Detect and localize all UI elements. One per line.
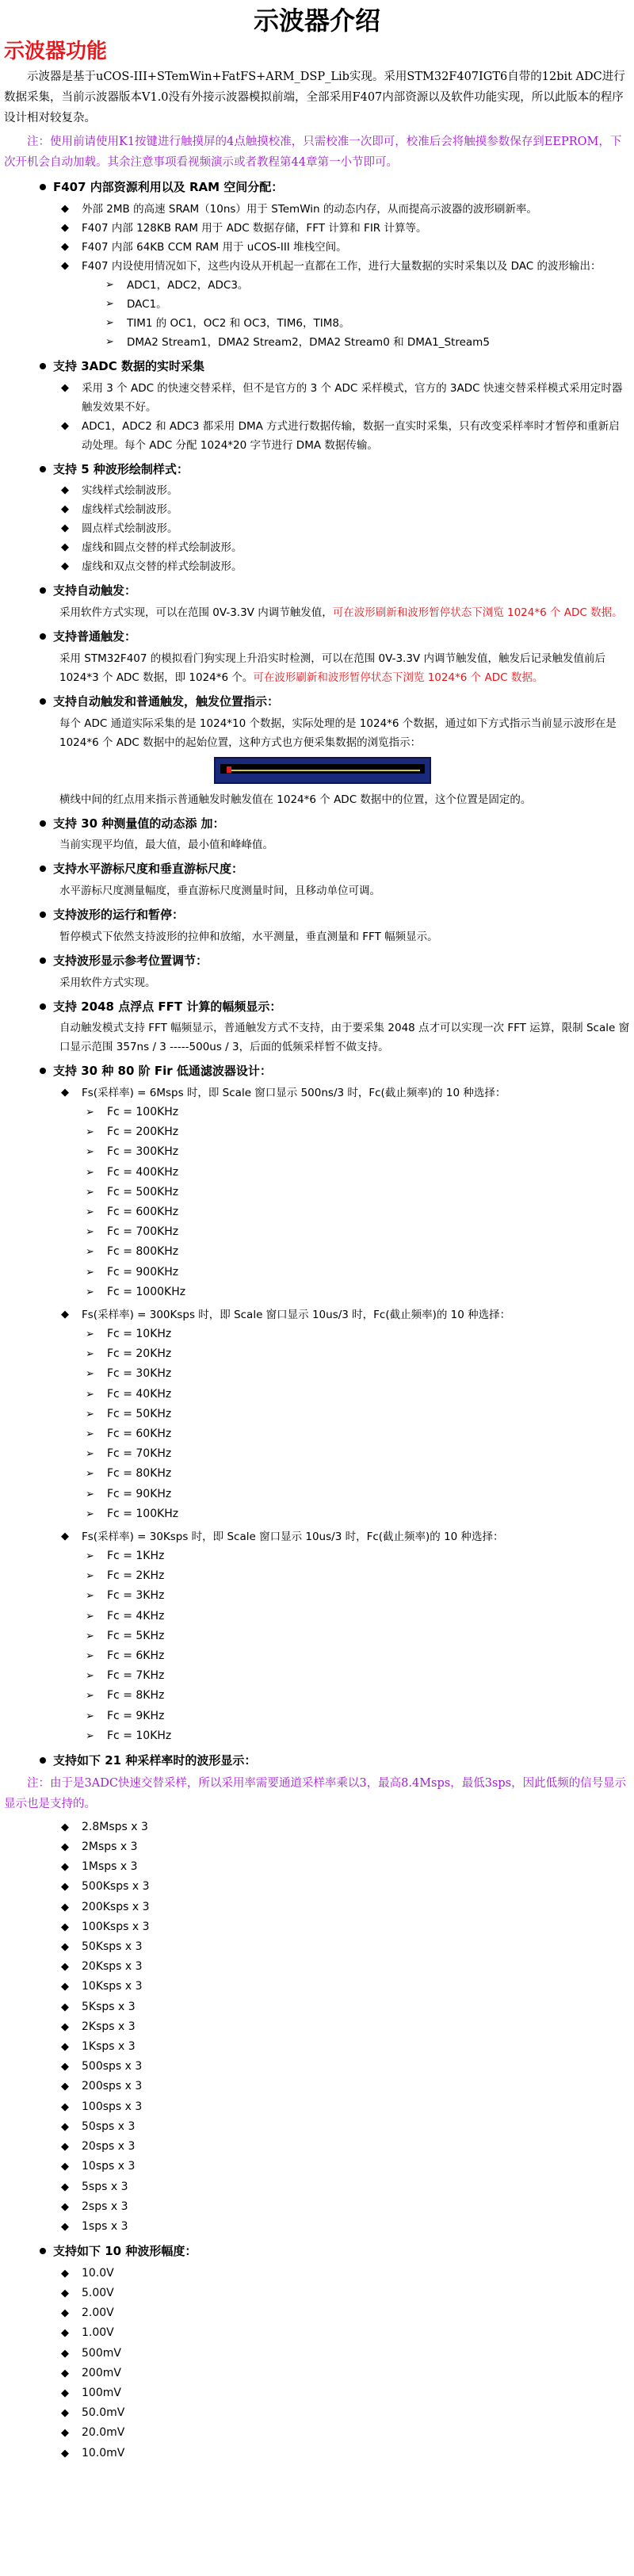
list-item: ◆ 1Ksps x 3 <box>4 2037 630 2057</box>
list-item: ◆ 50sps x 3 <box>4 2117 630 2137</box>
list-item: ➢ Fc = 500KHz <box>4 1183 630 1202</box>
section-title: 示波器功能 <box>4 40 108 63</box>
list-item: ➢ Fc = 30KHz <box>4 1364 630 1384</box>
list-item: ➢ Fc = 300KHz <box>4 1142 630 1162</box>
fir-group-list <box>4 1324 630 1524</box>
fir-group-label: ◆ Fs(采样率) = 6Msps 时，即 Scale 窗口显示 500ns/3 时，Fc(截止频率)的 10 种选择： <box>4 1084 630 1103</box>
auto-trigger-red: 可在波形刷新和波形暂停状态下浏览 1024*6 个 ADC 数据。 <box>332 606 623 619</box>
list-item: ➢ TIM1 的 OC1，OC2 和 OC3，TIM6，TIM8。 <box>4 314 630 333</box>
list-item: ◆ F407 内部 64KB CCM RAM 用于 uCOS-III 堆栈空间。 <box>4 238 630 257</box>
list-item: ➢ Fc = 1KHz <box>4 1546 630 1566</box>
fft-text: 自动触发模式支持 FFT 幅频显示，普通触发方式不支持，由于要采集 2048 点才可以实现一次 FFT 运算，限制 Scale 窗口显示范围 357ns / 3 -----500us / 3，后面的低频采样暂不做支持。 <box>59 1022 630 1054</box>
styles-list <box>4 481 630 576</box>
list-item: ◆ 500Ksps x 3 <box>4 1877 630 1897</box>
normal-trigger-text <box>4 649 630 687</box>
list-item: ◆ 圆点样式绘制波形。 <box>4 519 630 538</box>
reference-text: 采用软件方式实现。 <box>59 976 156 989</box>
document-title: 示波器介绍 <box>253 6 380 36</box>
list-item: ◆ 10.0mV <box>4 2444 630 2463</box>
indicator-line <box>231 770 420 771</box>
list-item: ➢ Fc = 80KHz <box>4 1464 630 1484</box>
list-item: ◆ 20Ksps x 3 <box>4 1957 630 1977</box>
pause-text: 暂停模式下依然支持波形的拉伸和放缩，水平测量，垂直测量和 FFT 幅频显示。 <box>59 930 438 943</box>
list-item: ◆ 5Ksps x 3 <box>4 1997 630 2017</box>
list-item: ◆ 10sps x 3 <box>4 2157 630 2177</box>
list-item: ◆ 200mV <box>4 2364 630 2383</box>
list-item: ◆ 1sps x 3 <box>4 2217 630 2237</box>
auto-trigger-desc: 采用软件方式实现，可以在范围 0V-3.3V 内调节触发值， <box>59 606 333 619</box>
list-item: ◆ 5sps x 3 <box>4 2177 630 2197</box>
normal-trigger-desc: 采用 STM32F407 的模拟看门狗实现上升沿实时检测，可以在范围 0V-3.3V 内调节触发值，触发后记录触发值前后 1024*3 个 ADC 数据，即 1024*6 个。 <box>59 652 605 684</box>
sample-rates-list <box>4 1817 630 2237</box>
list-item: ◆ 10.0V <box>4 2264 630 2284</box>
heading-amplitudes: 支持如下 10 种波形幅度： <box>4 2243 630 2261</box>
list-item: ◆ 2sps x 3 <box>4 2197 630 2217</box>
heading-fft: 支持 2048 点浮点 FFT 计算的幅频显示： <box>4 999 630 1016</box>
list-item: ◆ 200sps x 3 <box>4 2077 630 2096</box>
fir-group-label: ◆ Fs(采样率) = 30Ksps 时，即 Scale 窗口显示 10us/3 时，Fc(截止频率)的 10 种选择： <box>4 1527 630 1546</box>
adc3-list <box>4 379 630 455</box>
list-item: ◆ 500mV <box>4 2344 630 2364</box>
list-item: ➢ Fc = 100KHz <box>4 1103 630 1122</box>
heading-fir: 支持 30 种 80 阶 Fir 低通滤波器设计： <box>4 1063 630 1080</box>
list-item: ➢ Fc = 100KHz <box>4 1504 630 1524</box>
position-text-1: 每个 ADC 通道实际采集的是 1024*10 个数据，实际处理的是 1024*6 个数据，通过如下方式指示当前显示波形在是 1024*6 个 ADC 数据中的起始位置，这种方式也方便采集数据的浏览指示： <box>59 717 617 749</box>
heading-auto-trigger: 支持自动触发： <box>4 583 630 600</box>
list-item: ➢ Fc = 70KHz <box>4 1444 630 1464</box>
list-item: ◆ 50Ksps x 3 <box>4 1937 630 1957</box>
list-item: ➢ Fc = 40KHz <box>4 1385 630 1405</box>
list-item: ◆ 实线样式绘制波形。 <box>4 481 630 500</box>
heading-normal-trigger: 支持普通触发： <box>4 629 630 646</box>
list-item: ➢ Fc = 200KHz <box>4 1122 630 1142</box>
list-item: ➢ Fc = 4KHz <box>4 1607 630 1626</box>
list-item: ➢ Fc = 800KHz <box>4 1242 630 1262</box>
fir-group-label: ◆ Fs(采样率) = 300Ksps 时，即 Scale 窗口显示 10us/3 时，Fc(截止频率)的 10 种选择： <box>4 1305 630 1324</box>
list-item: ◆ 2Msps x 3 <box>4 1837 630 1857</box>
list-item: ◆ 虚线和圆点交替的样式绘制波形。 <box>4 538 630 557</box>
normal-trigger-red: 可在波形刷新和波形暂停状态下浏览 1024*6 个 ADC 数据。 <box>253 671 544 684</box>
list-item: ◆ 虚线样式绘制波形。 <box>4 500 630 519</box>
list-item: ◆ 虚线和双点交替的样式绘制波形。 <box>4 557 630 576</box>
list-item: ➢ Fc = 9KHz <box>4 1707 630 1726</box>
list-item: ➢ Fc = 6KHz <box>4 1646 630 1666</box>
measure-text: 当前实现平均值，最大值，最小值和峰峰值。 <box>59 839 273 852</box>
list-item: ◆ 500sps x 3 <box>4 2057 630 2077</box>
list-item: ➢ Fc = 2KHz <box>4 1566 630 1586</box>
list-item: ➢ Fc = 600KHz <box>4 1202 630 1222</box>
list-item: ➢ Fc = 50KHz <box>4 1405 630 1424</box>
fir-group-list <box>4 1546 630 1746</box>
list-item: ➢ Fc = 8KHz <box>4 1686 630 1706</box>
heading-resources: F407 内部资源利用以及 RAM 空间分配： <box>4 179 630 197</box>
list-item: ◆ ADC1，ADC2 和 ADC3 都采用 DMA 方式进行数据传输，数据一直实时采集，只有改变采样率时才暂停和重新启动处理。每个 ADC 分配 1024*20 字节进行 DMA 数据传输。 <box>4 417 630 455</box>
list-item: ◆ 20.0mV <box>4 2423 630 2443</box>
list-item: ◆ 50.0mV <box>4 2403 630 2423</box>
list-item: ◆ 2Ksps x 3 <box>4 2017 630 2037</box>
list-item: ◆ 100mV <box>4 2383 630 2403</box>
heading-pause: 支持波形的运行和暂停： <box>4 907 630 924</box>
list-item: ➢ Fc = 1000KHz <box>4 1282 630 1302</box>
list-item: ➢ Fc = 60KHz <box>4 1424 630 1444</box>
list-item: ➢ Fc = 3KHz <box>4 1586 630 1606</box>
heading-cursor: 支持水平游标尺度和垂直游标尺度： <box>4 861 630 878</box>
list-item: ◆ 100Ksps x 3 <box>4 1917 630 1937</box>
resources-list <box>4 200 630 276</box>
list-item: ➢ Fc = 400KHz <box>4 1163 630 1183</box>
list-item: ➢ Fc = 900KHz <box>4 1263 630 1282</box>
intro-paragraph: 示波器是基于uCOS-III+STemWin+FatFS+ARM_DSP_Lib实现。采用STM32F407IGT6自带的12bit ADC进行数据采集，当前示波器版本V1.0没有外接示波器模拟前端，全部采用F407内部资源以及软件功能实现，所以此版本的程序设计相对较复杂。 <box>4 71 625 124</box>
list-item: ◆ 2.8Msps x 3 <box>4 1817 630 1837</box>
list-item: ◆ 100sps x 3 <box>4 2097 630 2117</box>
sample-rates-note: 注：由于是3ADC快速交替采样，所以采用率需要通道采样率乘以3，最高8.4Msps，最低3sps，因此低频的信号显示显示也是支持的。 <box>4 1776 627 1810</box>
list-item: ◆ 采用 3 个 ADC 的快速交替采样，但不是官方的 3 个 ADC 采样模式，官方的 3ADC 快速交替采样模式采用定时器触发效果不好。 <box>4 379 630 417</box>
list-item: ◆ 1.00V <box>4 2323 630 2343</box>
list-item: ◆ F407 内部 128KB RAM 用于 ADC 数据存储，FFT 计算和 FIR 计算等。 <box>4 219 630 238</box>
heading-styles: 支持 5 种波形绘制样式： <box>4 461 630 479</box>
list-item: ◆ 2.00V <box>4 2303 630 2323</box>
calibration-note: 注：使用前请使用K1按键进行触摸屏的4点触摸校准，只需校准一次即可，校准后会将触摸参数保存到EEPROM，下次开机会自动加载。其余注意事项看视频演示或者教程第44章第一小节即可。 <box>4 136 622 169</box>
heading-trigger-position: 支持自动触发和普通触发，触发位置指示： <box>4 694 630 711</box>
heading-reference: 支持波形显示参考位置调节： <box>4 953 630 970</box>
list-item: ◆ 1Msps x 3 <box>4 1857 630 1877</box>
heading-sample-rates: 支持如下 21 种采样率时的波形显示： <box>4 1752 630 1770</box>
list-item: ➢ Fc = 10KHz <box>4 1726 630 1746</box>
list-item: ◆ 20sps x 3 <box>4 2137 630 2157</box>
list-item: ➢ Fc = 5KHz <box>4 1626 630 1646</box>
indicator-track <box>220 764 425 774</box>
heading-measure: 支持 30 种测量值的动态添 加： <box>4 816 630 833</box>
amplitude-list <box>4 2264 630 2463</box>
trigger-position-indicator <box>214 757 431 784</box>
list-item: ◆ 10Ksps x 3 <box>4 1977 630 1997</box>
list-item: ➢ Fc = 20KHz <box>4 1344 630 1364</box>
list-item: ◆ 200Ksps x 3 <box>4 1898 630 1917</box>
list-item: ➢ Fc = 700KHz <box>4 1222 630 1242</box>
list-item: ➢ Fc = 7KHz <box>4 1666 630 1686</box>
list-item: ➢ Fc = 90KHz <box>4 1485 630 1504</box>
list-item: ➢ DMA2 Stream1，DMA2 Stream2，DMA2 Stream0 和 DMA1_Stream5 <box>4 333 630 352</box>
fir-group-list <box>4 1103 630 1302</box>
indicator-red-marker <box>227 766 231 773</box>
auto-trigger-text <box>4 603 630 622</box>
list-item: ◆ 5.00V <box>4 2284 630 2303</box>
cursor-text: 水平游标尺度测量幅度，垂直游标尺度测量时间，且移动单位可调。 <box>59 885 380 897</box>
list-item: ➢ Fc = 10KHz <box>4 1324 630 1344</box>
list-item: ➢ ADC1，ADC2，ADC3。 <box>4 276 630 295</box>
position-text-2: 横线中间的红点用来指示普通触发时触发值在 1024*6 个 ADC 数据中的位置，这个位置是固定的。 <box>59 793 532 806</box>
list-item: ◆ 外部 2MB 的高速 SRAM（10ns）用于 STemWin 的动态内存，从而提高示波器的波形刷新率。 <box>4 200 630 219</box>
peripheral-sublist <box>4 276 630 352</box>
list-item: ◆ F407 内设使用情况如下，这些内设从开机起一直都在工作，进行大量数据的实时采集以及 DAC 的波形输出： <box>4 257 630 276</box>
list-item: ➢ DAC1。 <box>4 295 630 314</box>
heading-3adc: 支持 3ADC 数据的实时采集 <box>4 358 630 376</box>
